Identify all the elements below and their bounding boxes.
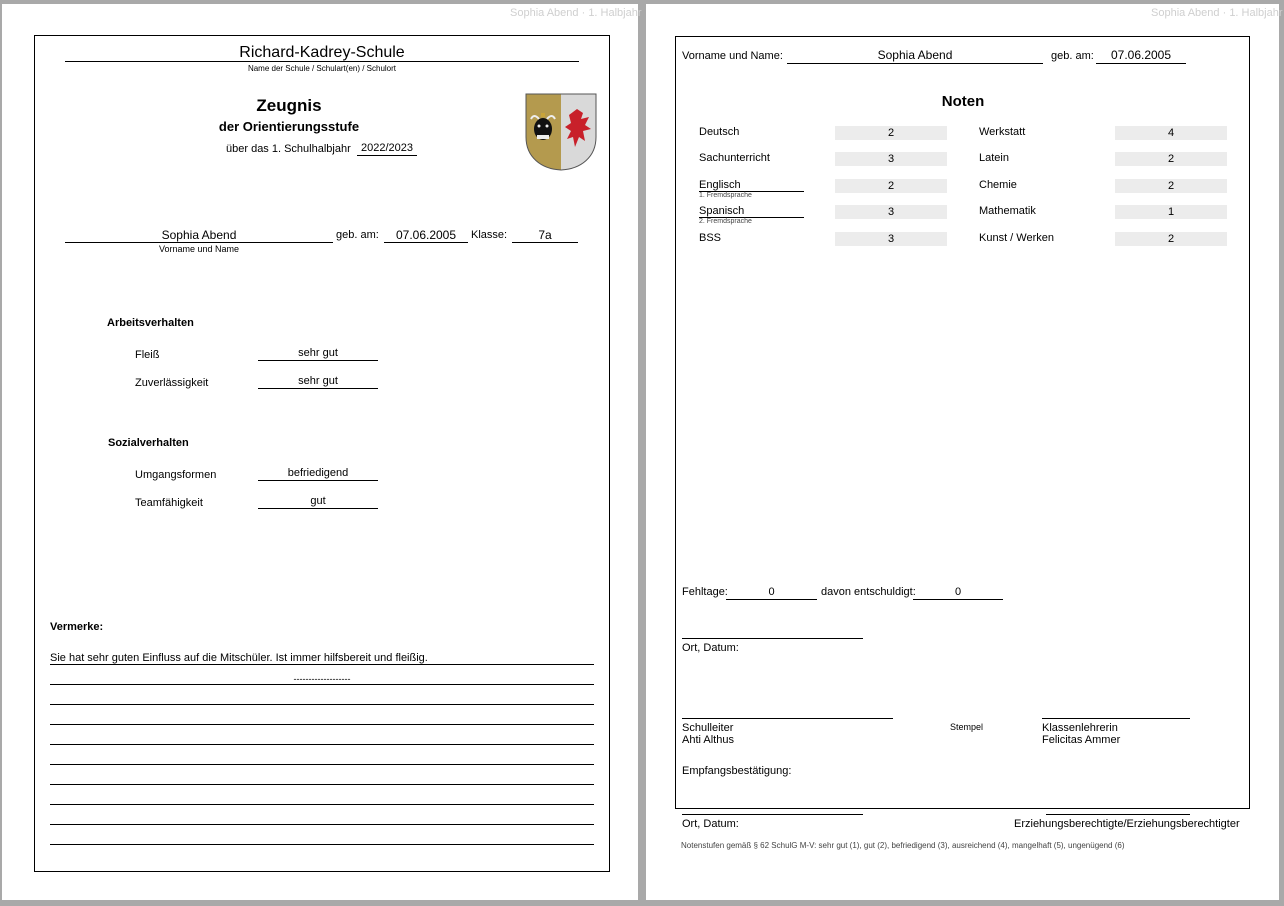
grade-value: 3: [835, 232, 947, 246]
grade-value: 2: [1115, 232, 1227, 246]
subject-label: Werkstatt: [979, 126, 1026, 138]
social-item-label: Umgangsformen: [135, 469, 217, 481]
class-value: 7a: [512, 228, 578, 243]
guardian-signature-line: [1046, 814, 1190, 815]
dob-label: geb. am:: [1051, 50, 1094, 62]
teacher-signature-line: [1042, 718, 1190, 719]
report-title: Zeugnis: [256, 96, 322, 115]
school-caption: Name der Schule / Schulart(en) / Schulort: [247, 64, 397, 73]
teacher-name: Felicitas Ammer: [1042, 734, 1121, 746]
remarks-line: [50, 724, 594, 725]
running-header: Sophia Abend · 1. Halbjahr: [510, 7, 642, 19]
remarks-line: [50, 664, 594, 665]
subject-label: Englisch: [699, 179, 804, 192]
subject-label: Spanisch: [699, 205, 804, 218]
coat-of-arms-icon: [525, 93, 597, 171]
remarks-end: -------------------: [293, 674, 351, 684]
school-name: Richard-Kadrey-Schule: [65, 44, 579, 62]
report-page-2: [646, 4, 1283, 900]
subject-note: 1. Fremdsprache: [699, 192, 752, 199]
grades-heading: Noten: [941, 93, 985, 110]
report-subtitle: der Orientierungsstufe: [218, 119, 360, 134]
receipt-place-date-label: Ort, Datum:: [682, 818, 739, 830]
report-page-1: [2, 4, 642, 900]
social-item-label: Teamfähigkeit: [135, 497, 203, 509]
subject-note: 2. Fremdsprache: [699, 218, 752, 225]
running-header: Sophia Abend · 1. Halbjahr: [1151, 7, 1283, 19]
work-item-label: Fleiß: [135, 349, 160, 361]
grade-value: 2: [835, 179, 947, 193]
name-label: Vorname und Name:: [682, 50, 783, 62]
grade-value: 3: [835, 205, 947, 219]
grade-value: 3: [835, 152, 947, 166]
grade-value: 1: [1115, 205, 1227, 219]
subject-label: BSS: [699, 232, 722, 244]
place-date-line: [682, 638, 863, 639]
social-item-value: gut: [258, 495, 378, 509]
receipt-place-date-line: [682, 814, 863, 815]
remarks-line: [50, 764, 594, 765]
dob-value: 07.06.2005: [1096, 48, 1186, 64]
principal-name: Ahti Althus: [682, 734, 734, 746]
page-2-frame: [675, 36, 1250, 830]
name-caption: Vorname und Name: [158, 244, 240, 254]
remarks-line: [50, 704, 594, 705]
class-label: Klasse:: [471, 229, 508, 241]
subject-label: Latein: [979, 152, 1009, 164]
teacher-role: Klassenlehrerin: [1042, 722, 1118, 734]
absence-days: 0: [726, 586, 817, 600]
grade-value: 2: [1115, 152, 1227, 166]
subject-label: Mathematik: [979, 205, 1036, 217]
work-item-value: sehr gut: [258, 375, 378, 389]
student-name: Sophia Abend: [787, 48, 1043, 64]
social-item-value: befriedigend: [258, 467, 378, 481]
page-1-frame: [34, 35, 610, 872]
school-crest: [525, 93, 597, 171]
grade-value: 4: [1115, 126, 1227, 140]
term-prefix: über das 1. Schulhalbjahr: [226, 143, 351, 155]
dob-label: geb. am:: [336, 229, 379, 241]
remarks-line: [50, 844, 594, 845]
work-heading: Arbeitsverhalten: [107, 317, 194, 329]
subject-label: Kunst / Werken: [979, 232, 1054, 244]
dob-value: 07.06.2005: [384, 228, 468, 243]
guardian-label: Erziehungsberechtigte/Erziehungsberechtigter: [1014, 818, 1240, 830]
work-item-value: sehr gut: [258, 347, 378, 361]
excused-label: davon entschuldigt:: [821, 586, 916, 598]
remarks-line: [50, 804, 594, 805]
principal-signature-line: [682, 718, 893, 719]
place-date-label: Ort, Datum:: [682, 642, 739, 654]
receipt-label: Empfangsbestätigung:: [682, 765, 792, 777]
excused-days: 0: [913, 586, 1003, 600]
work-item-label: Zuverlässigkeit: [135, 377, 209, 389]
remarks-line: [50, 784, 594, 785]
grade-value: 2: [835, 126, 947, 140]
remarks-line: [50, 744, 594, 745]
subject-label: Chemie: [979, 179, 1017, 191]
remarks-line: [50, 824, 594, 825]
subject-label: Deutsch: [699, 126, 740, 138]
grade-value: 2: [1115, 179, 1227, 193]
remarks-line: [50, 684, 594, 685]
social-heading: Sozialverhalten: [108, 437, 189, 449]
absence-label: Fehltage:: [682, 586, 728, 598]
grading-footnote: Notenstufen gemäß § 62 SchulG M-V: sehr gut (1), gut (2), befriedigend (3), ausreichend (4), mangelhaft (5), ungenügend (6): [681, 841, 1125, 850]
remarks-heading: Vermerke:: [50, 621, 104, 633]
remarks-text: Sie hat sehr guten Einfluss auf die Mitschüler. Ist immer hilfsbereit und fleißig.: [50, 652, 428, 664]
student-name: Sophia Abend: [65, 228, 333, 243]
school-year: 2022/2023: [357, 142, 417, 156]
stamp-label: Stempel: [950, 722, 984, 732]
subject-label: Sachunterricht: [699, 152, 770, 164]
principal-role: Schulleiter: [682, 722, 734, 734]
